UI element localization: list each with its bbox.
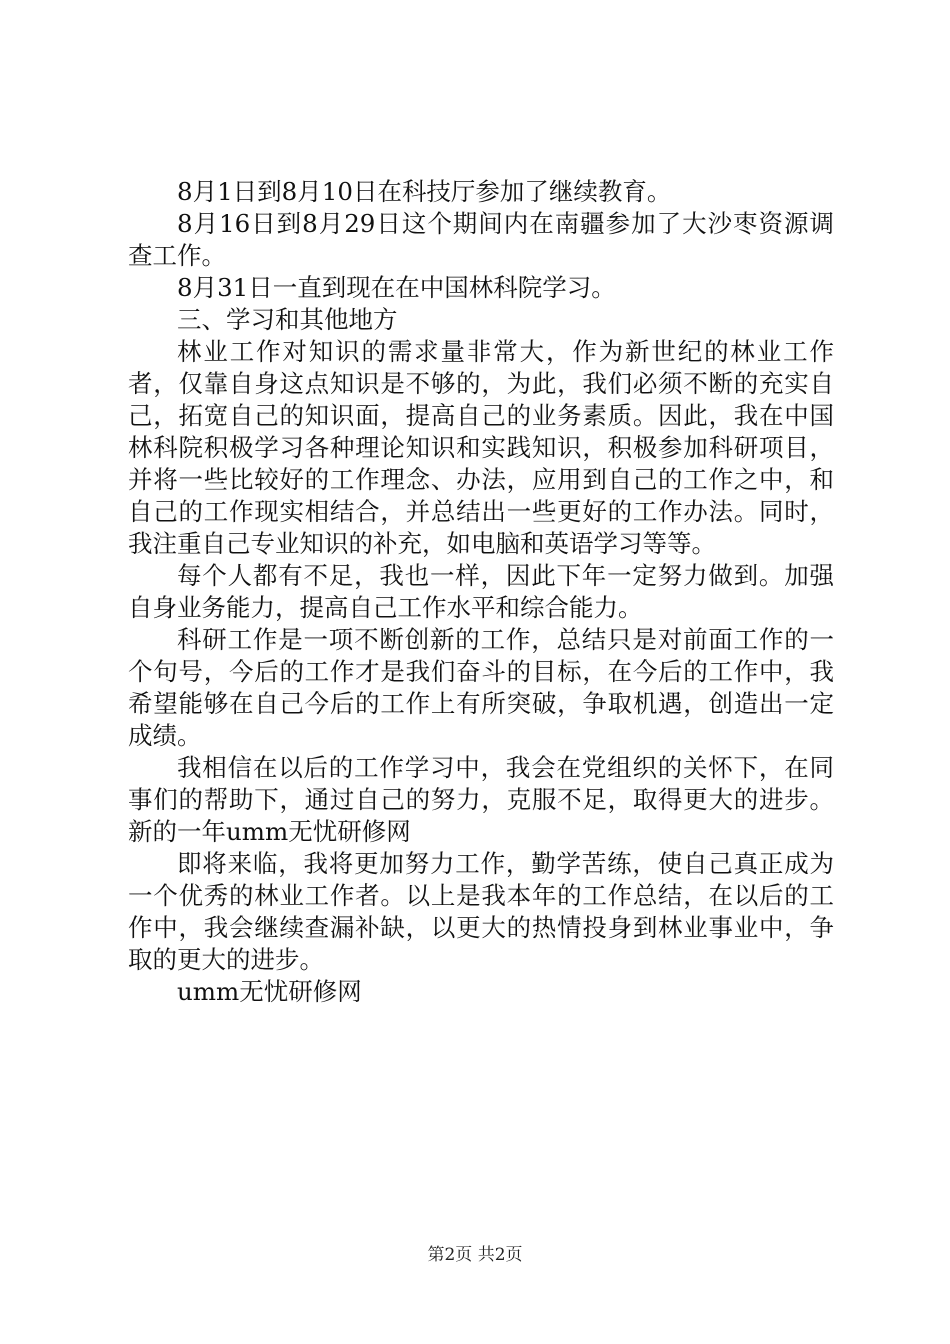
section-heading: 三、学习和其他地方 <box>177 305 398 334</box>
page-footer: 第2页 共2页 <box>427 1245 523 1265</box>
paragraph-4: 林业工作对知识的需求量非常大，作为新世纪的林业工作者，仅靠自身这点知识是不够的，为此，我们必须不断的充实自己，拓宽自己的知识面，提高自己的业务素质。因此，我在中国林科院积极学习各种理论知识和实践知识，积极参加科研项目，并将一些比较好的工作理念、办法，应用到自己的工作之中，和自己的工作现实相结合，并总结出一些更好的工作办法。同时，我注重自己专业知识的补充，如电脑和英语学习等等。 <box>128 337 834 558</box>
paragraph-7: 我相信在以后的工作学习中，我会在党组织的关怀下，在同事们的帮助下，通过自己的努力，克服不足，取得更大的进步。新的一年umm无忧研修网 <box>128 753 834 846</box>
paragraph-6: 科研工作是一项不断创新的工作，总结只是对前面工作的一个句号，今后的工作才是我们奋斗的目标，在今后的工作中，我希望能够在自己今后的工作上有所突破，争取机遇，创造出一定成绩。 <box>128 625 834 750</box>
document-body <box>128 176 834 1008</box>
paragraph-3: 8月31日一直到现在在中国林科院学习。 <box>177 273 616 302</box>
paragraph-8: 即将来临，我将更加努力工作，勤学苦练，使自己真正成为一个优秀的林业工作者。以上是我本年的工作总结，在以后的工作中，我会继续查漏补缺，以更大的热情投身到林业事业中，争取的更大的进步。 <box>128 849 834 974</box>
paragraph-2: 8月16日到8月29日这个期间内在南疆参加了大沙枣资源调查工作。 <box>128 209 834 270</box>
paragraph-9: umm无忧研修网 <box>177 977 362 1006</box>
paragraph-5: 每个人都有不足，我也一样，因此下年一定努力做到。加强自身业务能力，提高自己工作水平和综合能力。 <box>128 561 834 622</box>
paragraph-1: 8月1日到8月10日在科技厅参加了继续教育。 <box>177 177 672 206</box>
